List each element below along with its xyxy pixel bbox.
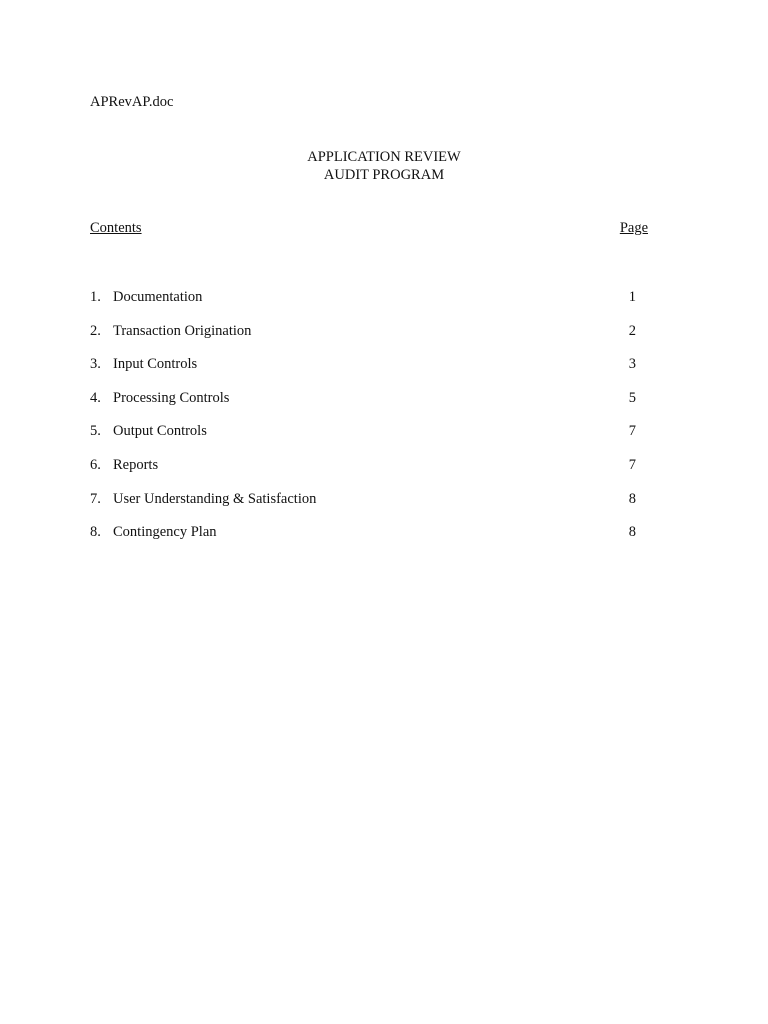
- toc-item-title: Input Controls: [113, 356, 198, 373]
- toc-item-number: 3.: [90, 356, 101, 373]
- toc-item-page: 8: [628, 524, 636, 541]
- toc-item-transaction-origination: [90, 323, 636, 357]
- toc-item-number: 5.: [90, 423, 101, 440]
- toc-item-page: 8: [628, 490, 636, 507]
- toc-item-title: Processing Controls: [113, 389, 230, 406]
- contents-header: [90, 220, 648, 237]
- toc-item-title: Documentation: [113, 289, 203, 305]
- toc-item-number: 7.: [90, 490, 101, 507]
- toc-item-page: 3: [628, 356, 636, 373]
- toc-item-reports: [90, 457, 636, 491]
- toc-item-page: 7: [628, 456, 636, 473]
- document-title: [0, 148, 768, 184]
- contents-label: Contents: [90, 220, 142, 236]
- toc-item-documentation: [90, 289, 636, 323]
- toc-item-output-controls: [90, 423, 636, 457]
- toc-item-title: User Understanding & Satisfaction: [113, 490, 317, 507]
- title-line-2: AUDIT PROGRAM: [323, 167, 445, 183]
- toc-item-number: 8.: [90, 524, 101, 541]
- toc-item-contingency-plan: [90, 524, 636, 558]
- toc-item-title: Transaction Origination: [113, 322, 252, 339]
- toc-item-number: 6.: [90, 456, 101, 473]
- toc-item-page: 5: [628, 389, 636, 406]
- table-of-contents: [90, 289, 636, 558]
- toc-item-title: Contingency Plan: [113, 524, 217, 541]
- toc-item-number: 4.: [90, 389, 101, 406]
- title-line-1: APPLICATION REVIEW: [307, 149, 461, 165]
- toc-item-page: 7: [628, 423, 636, 440]
- toc-item-title: Reports: [113, 456, 159, 473]
- page-label: Page: [619, 220, 648, 236]
- toc-item-page: 1: [628, 289, 636, 305]
- toc-item-page: 2: [628, 322, 636, 339]
- toc-item-processing-controls: [90, 390, 636, 424]
- toc-item-number: 1.: [90, 289, 101, 305]
- toc-item-input-controls: [90, 356, 636, 390]
- toc-item-number: 2.: [90, 322, 101, 339]
- document-filename: APRevAP.doc: [90, 94, 174, 110]
- toc-item-title: Output Controls: [113, 423, 207, 440]
- toc-item-user-understanding: [90, 491, 636, 525]
